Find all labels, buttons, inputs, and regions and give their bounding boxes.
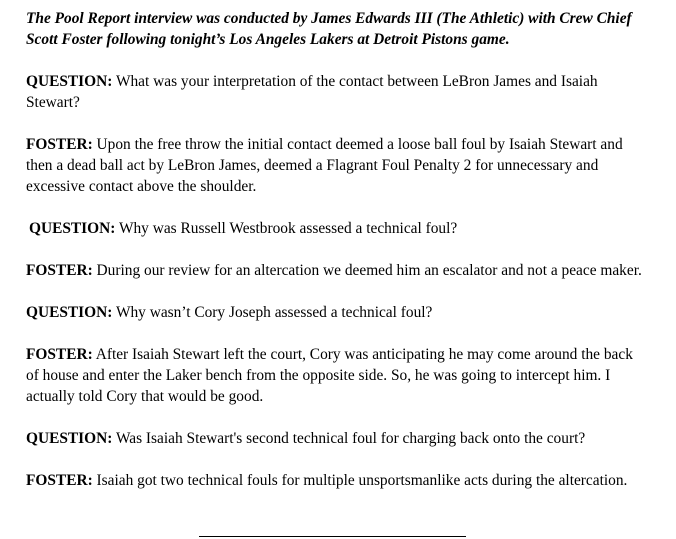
answer-text: Upon the free throw the initial contact deemed a loose ball foul by Isaiah Stewart and then a dead ball act by LeBron James, deemed a Flagrant Foul Penalty 2 for unnecessary and excessive contact above the shoulder. xyxy=(26,136,623,195)
answer-label: FOSTER: xyxy=(26,346,93,363)
question-label: QUESTION: xyxy=(26,304,113,321)
answer-label: FOSTER: xyxy=(26,262,93,279)
answer-1 xyxy=(26,134,646,197)
answer-label: FOSTER: xyxy=(26,472,93,489)
question-1 xyxy=(26,71,646,113)
answer-text: After Isaiah Stewart left the court, Cory was anticipating he may come around the back of house and enter the Laker bench from the opposite side. So, he was going to intercept him. I actually told Cory that would be good. xyxy=(26,346,633,405)
question-3 xyxy=(26,302,646,323)
question-text: What was your interpretation of the contact between LeBron James and Isaiah Stewart? xyxy=(26,73,598,111)
question-label: QUESTION: xyxy=(29,220,116,237)
question-label: QUESTION: xyxy=(26,430,113,447)
answer-3 xyxy=(26,344,646,407)
intro-paragraph: The Pool Report interview was conducted by James Edwards III (The Athletic) with Crew Chief Scott Foster following tonight’s Los Angeles Lakers at Detroit Pistons game. xyxy=(26,10,632,48)
question-2 xyxy=(26,218,646,239)
answer-text: Isaiah got two technical fouls for multiple unsportsmanlike acts during the altercation. xyxy=(92,472,628,489)
divider-line xyxy=(199,536,466,537)
question-text: Why wasn’t Cory Joseph assessed a technical foul? xyxy=(112,304,433,321)
question-text: Why was Russell Westbrook assessed a technical foul? xyxy=(115,220,458,237)
document-body xyxy=(26,8,646,512)
question-label: QUESTION: xyxy=(26,73,113,90)
question-4 xyxy=(26,428,646,449)
answer-label: FOSTER: xyxy=(26,136,93,153)
answer-2 xyxy=(26,260,646,281)
question-text: Was Isaiah Stewart's second technical foul for charging back onto the court? xyxy=(112,430,586,447)
answer-4 xyxy=(26,470,646,491)
answer-text: During our review for an altercation we deemed him an escalator and not a peace maker. xyxy=(92,262,642,279)
